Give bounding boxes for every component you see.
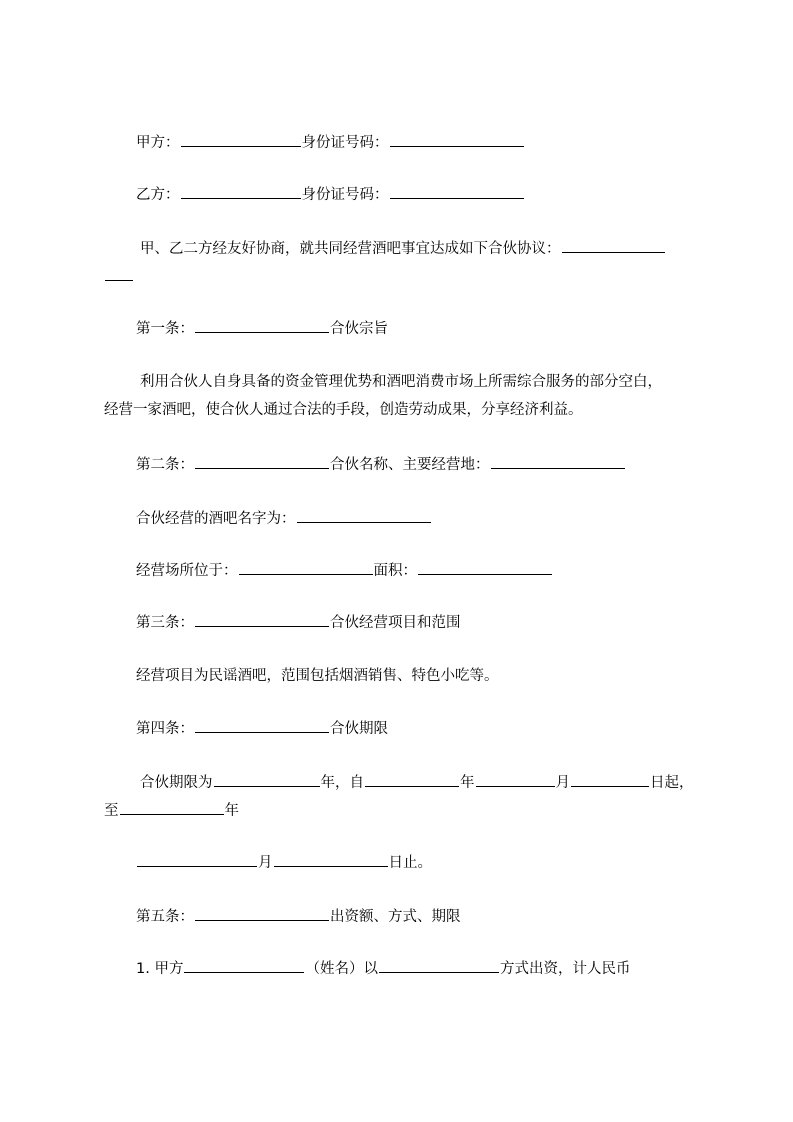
article4-label: 第四条： — [136, 721, 194, 737]
article4-heading — [136, 718, 388, 739]
article1-body-2: 经营一家酒吧，使合伙人通过合法的手段，创造劳动成果，分享经济利益。 — [104, 402, 583, 418]
term-year-from: 年，自 — [320, 775, 364, 791]
term-year: 年 — [460, 775, 475, 791]
article3-body-line — [136, 666, 499, 686]
term-day-start: 日起， — [650, 775, 694, 791]
term-month: 月 — [555, 775, 570, 791]
article5-heading — [136, 906, 461, 927]
article3-label: 第三条： — [136, 615, 194, 631]
article2-title: 合伙名称、主要经营地： — [330, 457, 490, 473]
article5-title: 出资额、方式、期限 — [330, 909, 461, 925]
item1-name-blank[interactable] — [184, 958, 304, 973]
end-month-blank[interactable] — [137, 852, 257, 867]
article5-label: 第五条： — [136, 909, 194, 925]
item1-tail: 方式出资，计人民币 — [499, 961, 631, 977]
article1-label: 第一条： — [136, 321, 194, 337]
article3-heading — [136, 612, 461, 633]
end-day-blank[interactable] — [274, 852, 388, 867]
party-b-line — [136, 184, 525, 205]
party-b-id-blank[interactable] — [390, 184, 524, 199]
article3-blank[interactable] — [195, 612, 329, 627]
location-line — [136, 560, 553, 581]
party-b-label: 乙方： — [136, 187, 180, 203]
bar-name-blank[interactable] — [297, 508, 431, 523]
article1-body-line2 — [104, 400, 583, 420]
start-year-blank[interactable] — [365, 772, 459, 787]
term-line-3 — [136, 852, 432, 873]
term-to: 至 — [104, 803, 119, 819]
item1-name-label: （姓名）以 — [305, 961, 378, 977]
article1-body-line1 — [140, 372, 662, 392]
party-a-id-label: 身份证号码： — [301, 135, 389, 151]
start-day-blank[interactable] — [571, 772, 649, 787]
article4-title: 合伙期限 — [330, 721, 388, 737]
preamble-text: 甲、乙二方经友好协商，就共同经营酒吧事宜达成如下合伙协议： — [140, 241, 561, 257]
term-line-1 — [140, 772, 694, 793]
party-a-label: 甲方： — [136, 135, 180, 151]
article2-heading — [136, 454, 626, 475]
party-a-id-blank[interactable] — [390, 132, 524, 147]
party-a-line — [136, 132, 525, 153]
article1-blank[interactable] — [195, 318, 329, 333]
article2-location-blank[interactable] — [491, 454, 625, 469]
end-year-blank[interactable] — [120, 800, 224, 815]
location-label: 经营场所位于： — [136, 563, 238, 579]
term-month-end: 月 — [258, 855, 273, 871]
preamble-line — [140, 238, 666, 259]
start-month-blank[interactable] — [476, 772, 555, 787]
bar-name-label: 合伙经营的酒吧名字为： — [136, 511, 296, 527]
preamble-blank-continued[interactable] — [105, 266, 133, 281]
article5-blank[interactable] — [195, 906, 329, 921]
item1-method-blank[interactable] — [379, 958, 499, 973]
article2-blank[interactable] — [195, 454, 329, 469]
item1-prefix: 1. 甲方 — [136, 961, 184, 977]
article3-body: 经营项目为民谣酒吧，范围包括烟酒销售、特色小吃等。 — [136, 668, 499, 684]
article1-body-1: 利用合伙人自身具备的资金管理优势和酒吧消费市场上所需综合服务的部分空白， — [140, 374, 662, 390]
location-blank[interactable] — [239, 560, 373, 575]
term-prefix: 合伙期限为 — [140, 775, 213, 791]
bar-name-line — [136, 508, 432, 529]
party-b-name-blank[interactable] — [181, 184, 301, 199]
term-year-end: 年 — [224, 803, 239, 819]
area-label: 面积： — [373, 563, 417, 579]
article1-title: 合伙宗旨 — [330, 321, 388, 337]
term-line-2 — [104, 800, 239, 821]
article5-item1 — [136, 958, 630, 979]
article3-title: 合伙经营项目和范围 — [330, 615, 461, 631]
preamble-blank[interactable] — [562, 238, 665, 253]
area-blank[interactable] — [418, 560, 552, 575]
party-b-id-label: 身份证号码： — [301, 187, 389, 203]
term-day-end: 日止。 — [388, 855, 432, 871]
party-a-name-blank[interactable] — [181, 132, 301, 147]
article1-heading — [136, 318, 388, 339]
preamble-line-2 — [104, 266, 134, 287]
article2-label: 第二条： — [136, 457, 194, 473]
article4-blank[interactable] — [195, 718, 329, 733]
term-years-blank[interactable] — [214, 772, 320, 787]
